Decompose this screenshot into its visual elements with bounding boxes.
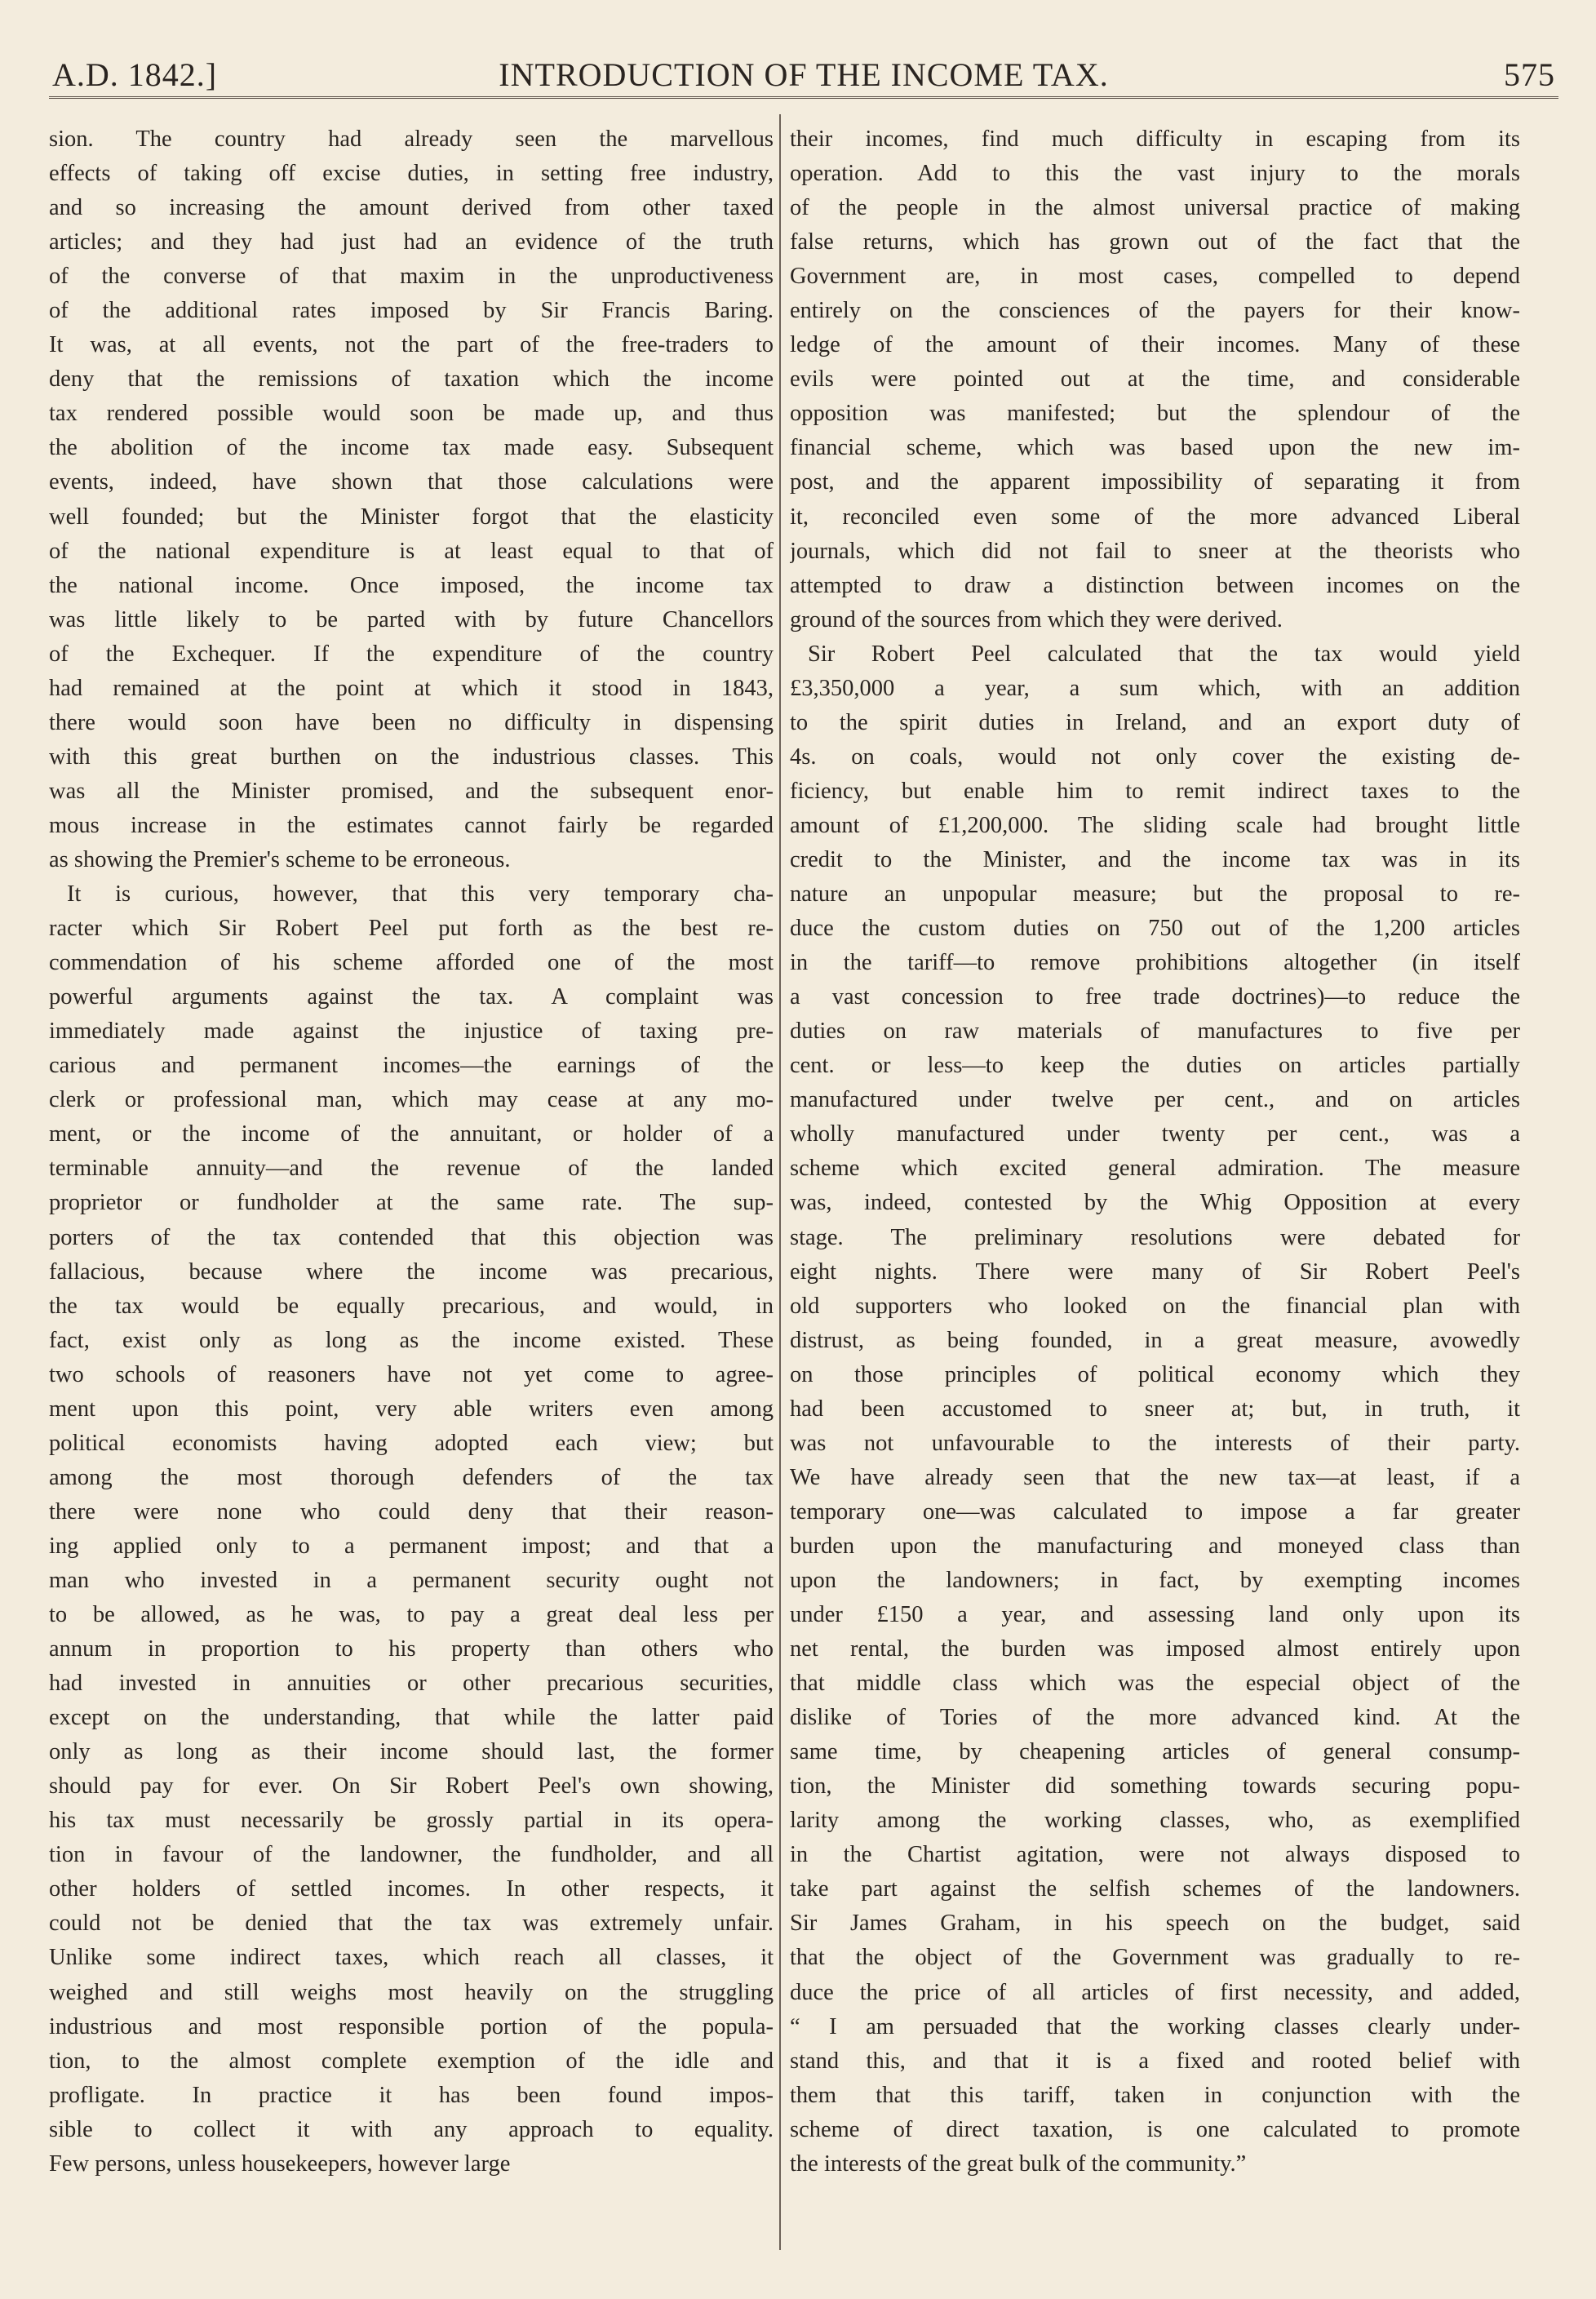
text-line: them that this tariff, taken in conjunction with the bbox=[790, 2082, 1520, 2108]
text-line: political economists having adopted each view; but bbox=[49, 1430, 774, 1456]
text-line: man who invested in a permanent security ought not bbox=[49, 1567, 774, 1593]
text-line: events, indeed, have shown that those calculations were bbox=[49, 469, 774, 495]
text-line: profligate. In practice it has been found impos- bbox=[49, 2082, 774, 2108]
text-line: of the additional rates imposed by Sir Francis Baring. bbox=[49, 298, 774, 324]
text-line: terminable annuity—and the revenue of the landed bbox=[49, 1156, 774, 1182]
text-line: the tax would be equally precarious, and would, in bbox=[49, 1293, 774, 1319]
text-line: Sir Robert Peel calculated that the tax would yield bbox=[808, 641, 1520, 667]
text-line: ing applied only to a permanent impost; and that a bbox=[49, 1533, 774, 1559]
text-line: clerk or professional man, which may cease at any mo- bbox=[49, 1087, 774, 1113]
text-line: fact, exist only as long as the income existed. These bbox=[49, 1327, 774, 1353]
text-line: was, indeed, contested by the Whig Opposition at every bbox=[790, 1190, 1520, 1216]
text-line: with this great burthen on the industrious classes. This bbox=[49, 743, 774, 770]
text-line: except on the understanding, that while the latter paid bbox=[49, 1705, 774, 1731]
text-line: should pay for ever. On Sir Robert Peel's own showing, bbox=[49, 1773, 774, 1800]
text-line: his tax must necessarily be grossly partial in its opera- bbox=[49, 1808, 774, 1834]
text-line: porters of the tax contended that this objection was bbox=[49, 1224, 774, 1250]
text-line: in the tariff—to remove prohibitions altogether (in itself bbox=[790, 950, 1520, 976]
text-line: sion. The country had already seen the marvellous bbox=[49, 126, 774, 152]
text-line: as showing the Premier's scheme to be erroneous. bbox=[49, 846, 511, 872]
text-line: the interests of the great bulk of the community.” bbox=[790, 2150, 1247, 2177]
text-line: eight nights. There were many of Sir Robert Peel's bbox=[790, 1258, 1520, 1285]
text-line: 4s. on coals, would not only cover the existing de- bbox=[790, 743, 1520, 770]
text-line: £3,350,000 a year, a sum which, with an addition bbox=[790, 675, 1520, 701]
text-line: ground of the sources from which they were derived. bbox=[790, 606, 1283, 632]
text-line: old supporters who looked on the financial plan with bbox=[790, 1293, 1520, 1319]
text-line: distrust, as being founded, in a great measure, avowedly bbox=[790, 1327, 1520, 1353]
text-line: ledge of the amount of their incomes. Many of these bbox=[790, 332, 1520, 358]
text-line: of the Exchequer. If the expenditure of the country bbox=[49, 641, 774, 667]
text-line: powerful arguments against the tax. A complaint was bbox=[49, 984, 774, 1010]
text-line: had remained at the point at which it stood in 1843, bbox=[49, 675, 774, 701]
text-line: stand this, and that it is a fixed and rooted belief with bbox=[790, 2048, 1520, 2074]
text-line: It is curious, however, that this very temporary cha- bbox=[67, 881, 774, 908]
text-line: effects of taking off excise duties, in setting free industry, bbox=[49, 161, 774, 187]
text-line: of the national expenditure is at least equal to that of bbox=[49, 538, 774, 564]
text-line: entirely on the consciences of the payers for their know- bbox=[790, 298, 1520, 324]
text-line: Government are, in most cases, compelled to depend bbox=[790, 264, 1520, 290]
text-line: fallacious, because where the income was precarious, bbox=[49, 1258, 774, 1285]
column-divider bbox=[779, 114, 781, 2250]
text-line: industrious and most responsible portion of the popula- bbox=[49, 2013, 774, 2039]
text-line: attempted to draw a distinction between incomes on the bbox=[790, 572, 1520, 598]
text-line: stage. The preliminary resolutions were debated for bbox=[790, 1224, 1520, 1250]
text-line: same time, by cheapening articles of general consump- bbox=[790, 1739, 1520, 1765]
text-line: operation. Add to this the vast injury to the morals bbox=[790, 161, 1520, 187]
text-line: immediately made against the injustice of taxing pre- bbox=[49, 1019, 774, 1045]
text-line: had been accustomed to sneer at; but, in truth, it bbox=[790, 1396, 1520, 1422]
right-column bbox=[790, 122, 1520, 2266]
text-line: credit to the Minister, and the income tax was in its bbox=[790, 846, 1520, 872]
text-line: cent. or less—to keep the duties on articles partially bbox=[790, 1053, 1520, 1079]
text-line: commendation of his scheme afforded one of the most bbox=[49, 950, 774, 976]
text-line: ment upon this point, very able writers even among bbox=[49, 1396, 774, 1422]
text-line: to the spirit duties in Ireland, and an export duty of bbox=[790, 709, 1520, 735]
text-line: sible to collect it with any approach to equality. bbox=[49, 2116, 774, 2142]
text-line: duties on raw materials of manufactures to five per bbox=[790, 1019, 1520, 1045]
text-line: net rental, the burden was imposed almost entirely upon bbox=[790, 1636, 1520, 1662]
text-line: other holders of settled incomes. In other respects, it bbox=[49, 1876, 774, 1902]
text-line: the abolition of the income tax made easy. Subsequent bbox=[49, 435, 774, 461]
text-line: there would soon have been no difficulty in dispensing bbox=[49, 709, 774, 735]
text-line: scheme of direct taxation, is one calculated to promote bbox=[790, 2116, 1520, 2142]
text-line: well founded; but the Minister forgot that the elasticity bbox=[49, 504, 774, 530]
text-line: wholly manufactured under twenty per cent., was a bbox=[790, 1121, 1520, 1147]
text-line: larity among the working classes, who, as exemplified bbox=[790, 1808, 1520, 1834]
text-line: on those principles of political economy which they bbox=[790, 1361, 1520, 1387]
text-line: that the object of the Government was gradually to re- bbox=[790, 1945, 1520, 1971]
text-line: journals, which did not fail to sneer at the theorists who bbox=[790, 538, 1520, 564]
running-header bbox=[49, 47, 1558, 99]
text-line: tion, the Minister did something towards securing popu- bbox=[790, 1773, 1520, 1800]
page-number: 575 bbox=[1504, 56, 1555, 93]
text-line: was all the Minister promised, and the subsequent enor- bbox=[49, 778, 774, 804]
text-line: was not unfavourable to the interests of their party. bbox=[790, 1430, 1520, 1456]
text-line: temporary one—was calculated to impose a far greater bbox=[790, 1498, 1520, 1525]
text-line: it, reconciled even some of the more advanced Liberal bbox=[790, 504, 1520, 530]
text-line: that middle class which was the especial object of the bbox=[790, 1671, 1520, 1697]
text-line: take part against the selfish schemes of the landowners. bbox=[790, 1876, 1520, 1902]
text-line: annum in proportion to his property than others who bbox=[49, 1636, 774, 1662]
text-line: manufactured under twelve per cent., and on articles bbox=[790, 1087, 1520, 1113]
text-line: to be allowed, as he was, to pay a great deal less per bbox=[49, 1602, 774, 1628]
text-line: among the most thorough defenders of the tax bbox=[49, 1464, 774, 1490]
text-line: a vast concession to free trade doctrines)—to reduce the bbox=[790, 984, 1520, 1010]
text-line: under £150 a year, and assessing land only upon its bbox=[790, 1602, 1520, 1628]
text-line: dislike of Tories of the more advanced kind. At the bbox=[790, 1705, 1520, 1731]
text-line: We have already seen that the new tax—at least, if a bbox=[790, 1464, 1520, 1490]
text-line: deny that the remissions of taxation which the income bbox=[49, 366, 774, 393]
text-line: opposition was manifested; but the splendour of the bbox=[790, 401, 1520, 427]
text-line: post, and the apparent impossibility of separating it from bbox=[790, 469, 1520, 495]
text-line: ficiency, but enable him to remit indirect taxes to the bbox=[790, 778, 1520, 804]
text-line: amount of £1,200,000. The sliding scale had brought little bbox=[790, 812, 1520, 838]
text-line: was little likely to be parted with by future Chancellors bbox=[49, 606, 774, 632]
text-line: weighed and still weighs most heavily on the struggling bbox=[49, 1979, 774, 2005]
text-line: their incomes, find much difficulty in escaping from its bbox=[790, 126, 1520, 152]
text-line: tax rendered possible would soon be made up, and thus bbox=[49, 401, 774, 427]
text-line: burden upon the manufacturing and moneyed class than bbox=[790, 1533, 1520, 1559]
text-line: only as long as their income should last, the former bbox=[49, 1739, 774, 1765]
text-line: “ I am persuaded that the working classes clearly under- bbox=[790, 2013, 1520, 2039]
text-line: tion, to the almost complete exemption of the idle and bbox=[49, 2048, 774, 2074]
text-line: had invested in annuities or other precarious securities, bbox=[49, 1671, 774, 1697]
text-line: Few persons, unless housekeepers, however large bbox=[49, 2150, 511, 2177]
text-line: of the people in the almost universal practice of making bbox=[790, 195, 1520, 221]
left-column bbox=[49, 122, 774, 2266]
text-line: of the converse of that maxim in the unproductiveness bbox=[49, 264, 774, 290]
text-line: Unlike some indirect taxes, which reach all classes, it bbox=[49, 1945, 774, 1971]
text-line: Sir James Graham, in his speech on the budget, said bbox=[790, 1911, 1520, 1937]
text-line: and so increasing the amount derived from other taxed bbox=[49, 195, 774, 221]
text-line: tion in favour of the landowner, the fundholder, and all bbox=[49, 1842, 774, 1868]
text-line: in the Chartist agitation, were not always disposed to bbox=[790, 1842, 1520, 1868]
header-title: INTRODUCTION OF THE INCOME TAX. bbox=[499, 56, 1109, 93]
text-line: nature an unpopular measure; but the proposal to re- bbox=[790, 881, 1520, 908]
text-line: false returns, which has grown out of the fact that the bbox=[790, 229, 1520, 255]
text-line: duce the custom duties on 750 out of the 1,200 articles bbox=[790, 916, 1520, 942]
text-line: proprietor or fundholder at the same rate. The sup- bbox=[49, 1190, 774, 1216]
text-line: could not be denied that the tax was extremely unfair. bbox=[49, 1911, 774, 1937]
header-date: A.D. 1842.] bbox=[52, 56, 218, 93]
text-line: mous increase in the estimates cannot fairly be regarded bbox=[49, 812, 774, 838]
text-line: carious and permanent incomes—the earnings of the bbox=[49, 1053, 774, 1079]
text-line: racter which Sir Robert Peel put forth as the best re- bbox=[49, 916, 774, 942]
text-line: articles; and they had just had an evidence of the truth bbox=[49, 229, 774, 255]
text-line: scheme which excited general admiration. The measure bbox=[790, 1156, 1520, 1182]
text-line: financial scheme, which was based upon the new im- bbox=[790, 435, 1520, 461]
text-line: there were none who could deny that their reason- bbox=[49, 1498, 774, 1525]
text-line: two schools of reasoners have not yet come to agree- bbox=[49, 1361, 774, 1387]
text-line: duce the price of all articles of first necessity, and added, bbox=[790, 1979, 1520, 2005]
text-line: evils were pointed out at the time, and considerable bbox=[790, 366, 1520, 393]
text-line: upon the landowners; in fact, by exempting incomes bbox=[790, 1567, 1520, 1593]
text-line: It was, at all events, not the part of the free-traders to bbox=[49, 332, 774, 358]
text-line: ment, or the income of the annuitant, or holder of a bbox=[49, 1121, 774, 1147]
text-line: the national income. Once imposed, the income tax bbox=[49, 572, 774, 598]
